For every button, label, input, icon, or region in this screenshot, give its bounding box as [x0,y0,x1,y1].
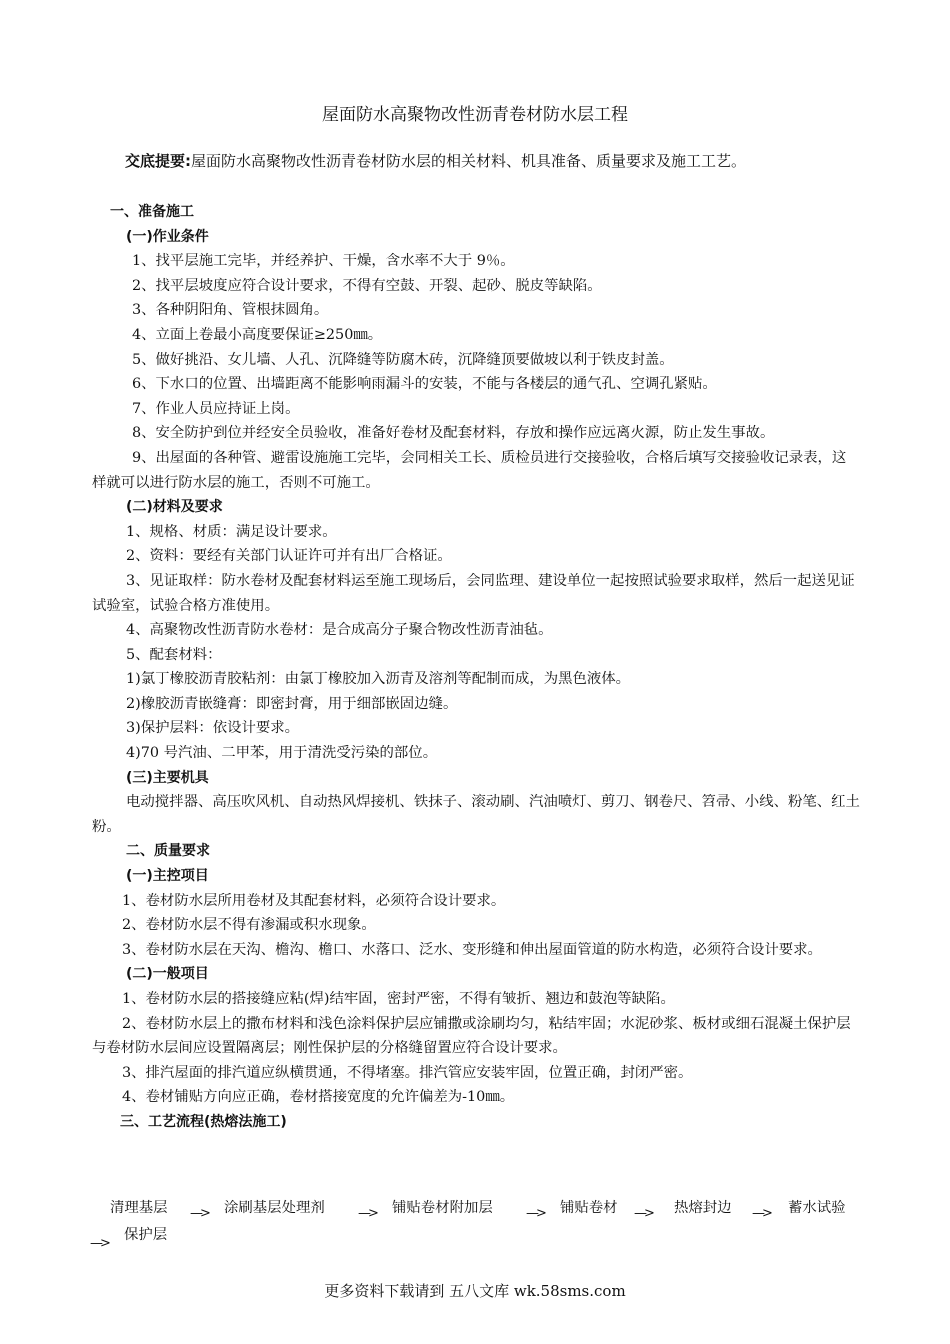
list-item: 2、资料：要经有关部门认证许可并有出厂合格证。 [126,548,452,565]
flow-step: 热熔封边 [674,1200,732,1216]
flow-step: 保护层 [124,1227,168,1243]
list-item: 9、出屋面的各种管、避雷设施施工完毕，会同相关工长、质检员进行交接验收，合格后填写交接验收记录表，这样就可以进行防水层的施工，否则不可施工。 [92,449,847,491]
flow-step: 铺贴卷材附加层 [392,1200,493,1216]
list-item: 4、高聚物改性沥青防水卷材：是合成高分子聚合物改性沥青油毡。 [126,622,553,639]
footer-note: 更多资料下载请到 五八文库 wk.58sms.com [324,1282,626,1300]
section-heading: 一、准备施工 [110,204,194,220]
list-item: 2)橡胶沥青嵌缝膏：即密封膏，用于细部嵌固边缝。 [126,695,458,712]
paragraph: 电动搅拌器、高压吹风机、自动热风焊接机、铁抹子、滚动刷、汽油喷灯、剪刀、钢卷尺、笤帚、小线、粉笔、红土粉。 [92,794,860,835]
subsection-heading: (一)作业条件 [126,228,209,245]
summary-label: 交底提要: [125,152,191,170]
subsection-heading: (二)材料及要求 [126,499,223,516]
summary [125,150,885,171]
list-item: 3、见证取样：防水卷材及配套材料运至施工现场后，会同监理、建设单位一起按照试验要求取样，然后一起送见证试验室，试验合格方准使用。 [92,572,855,614]
list-item: 2、卷材防水层上的撒布材料和浅色涂料保护层应铺撒或涂刷均匀，粘结牢固；水泥砂浆、板材或细石混凝土保护层与卷材防水层间应设置隔离层；刚性保护层的分格缝留置应符合设计要求。 [92,1015,851,1057]
list-item: 5、做好挑沿、女儿墙、人孔、沉降缝等防腐木砖，沉降缝顶要做坡以利于铁皮封盖。 [132,351,674,368]
list-item: 1)氯丁橡胶沥青胶粘剂：由氯丁橡胶加入沥青及溶剂等配制而成，为黑色液体。 [126,671,631,688]
list-item: 5、配套材料： [126,646,222,663]
list-item: 3、排汽屋面的排汽道应纵横贯通，不得堵塞。排汽管应安装牢固，位置正确，封闭严密。 [122,1064,693,1081]
list-item: 2、找平层坡度应符合设计要求，不得有空鼓、开裂、起砂、脱皮等缺陷。 [132,277,602,294]
arrow-right-icon: —> [634,1206,652,1221]
subsection-heading: (一)主控项目 [126,868,209,885]
list-item: 2、卷材防水层不得有渗漏或积水现象。 [122,917,376,934]
list-item: 4)70 号汽油、二甲苯，用于清洗受污染的部位。 [126,745,438,762]
list-item: 1、卷材防水层所用卷材及其配套材料，必须符合设计要求。 [122,892,506,909]
flow-step: 涂刷基层处理剂 [224,1200,325,1216]
list-item: 8、安全防护到位并经安全员验收，准备好卷材及配套材料，存放和操作应远离火源，防止发生事故。 [132,425,775,442]
list-item: 3、各种阴阳角、管根抹圆角。 [132,302,329,319]
flow-step: 蓄水试验 [788,1200,846,1216]
list-item: 6、下水口的位置、出墙距离不能影响雨漏斗的安装，不能与各楼层的通气孔、空调孔紧贴。 [132,376,717,393]
arrow-right-icon: —> [190,1206,208,1221]
arrow-right-icon: —> [752,1206,770,1221]
list-item: 3、卷材防水层在天沟、檐沟、檐口、水落口、泛水、变形缝和伸出屋面管道的防水构造，必须符合设计要求。 [122,941,822,958]
arrow-right-icon: —> [526,1206,544,1221]
flow-step: 清理基层 [110,1200,168,1216]
section-heading: 三、工艺流程(热熔法施工) [120,1113,287,1130]
list-item: 1、规格、材质：满足设计要求。 [126,523,337,540]
subsection-heading: (三)主要机具 [126,769,209,786]
flow-step: 铺贴卷材 [560,1200,618,1216]
list-item: 1、卷材防水层的搭接缝应粘(焊)结牢固，密封严密，不得有皱折、翘边和鼓泡等缺陷。 [122,991,675,1007]
section-heading: 二、质量要求 [126,843,210,860]
arrow-right-icon: —> [358,1206,376,1221]
process-flow [90,1196,868,1256]
list-item: 1、找平层施工完毕，并经养护、干燥，含水率不大于 9％。 [132,253,515,270]
list-item: 4、立面上卷最小高度要保证≥250㎜。 [132,326,383,343]
list-item: 7、作业人员应持证上岗。 [132,400,300,417]
list-item: 3)保护层料：依设计要求。 [126,720,300,737]
summary-text: 屋面防水高聚物改性沥青卷材防水层的相关材料、机具准备、质量要求及施工工艺。 [191,152,747,170]
list-item: 4、卷材铺贴方向应正确，卷材搭接宽度的允许偏差为-10㎜。 [122,1089,515,1106]
arrow-right-icon: —> [90,1236,108,1251]
document-title: 屋面防水高聚物改性沥青卷材防水层工程 [322,105,628,125]
document-body [92,200,860,1135]
subsection-heading: (二)一般项目 [126,966,209,983]
